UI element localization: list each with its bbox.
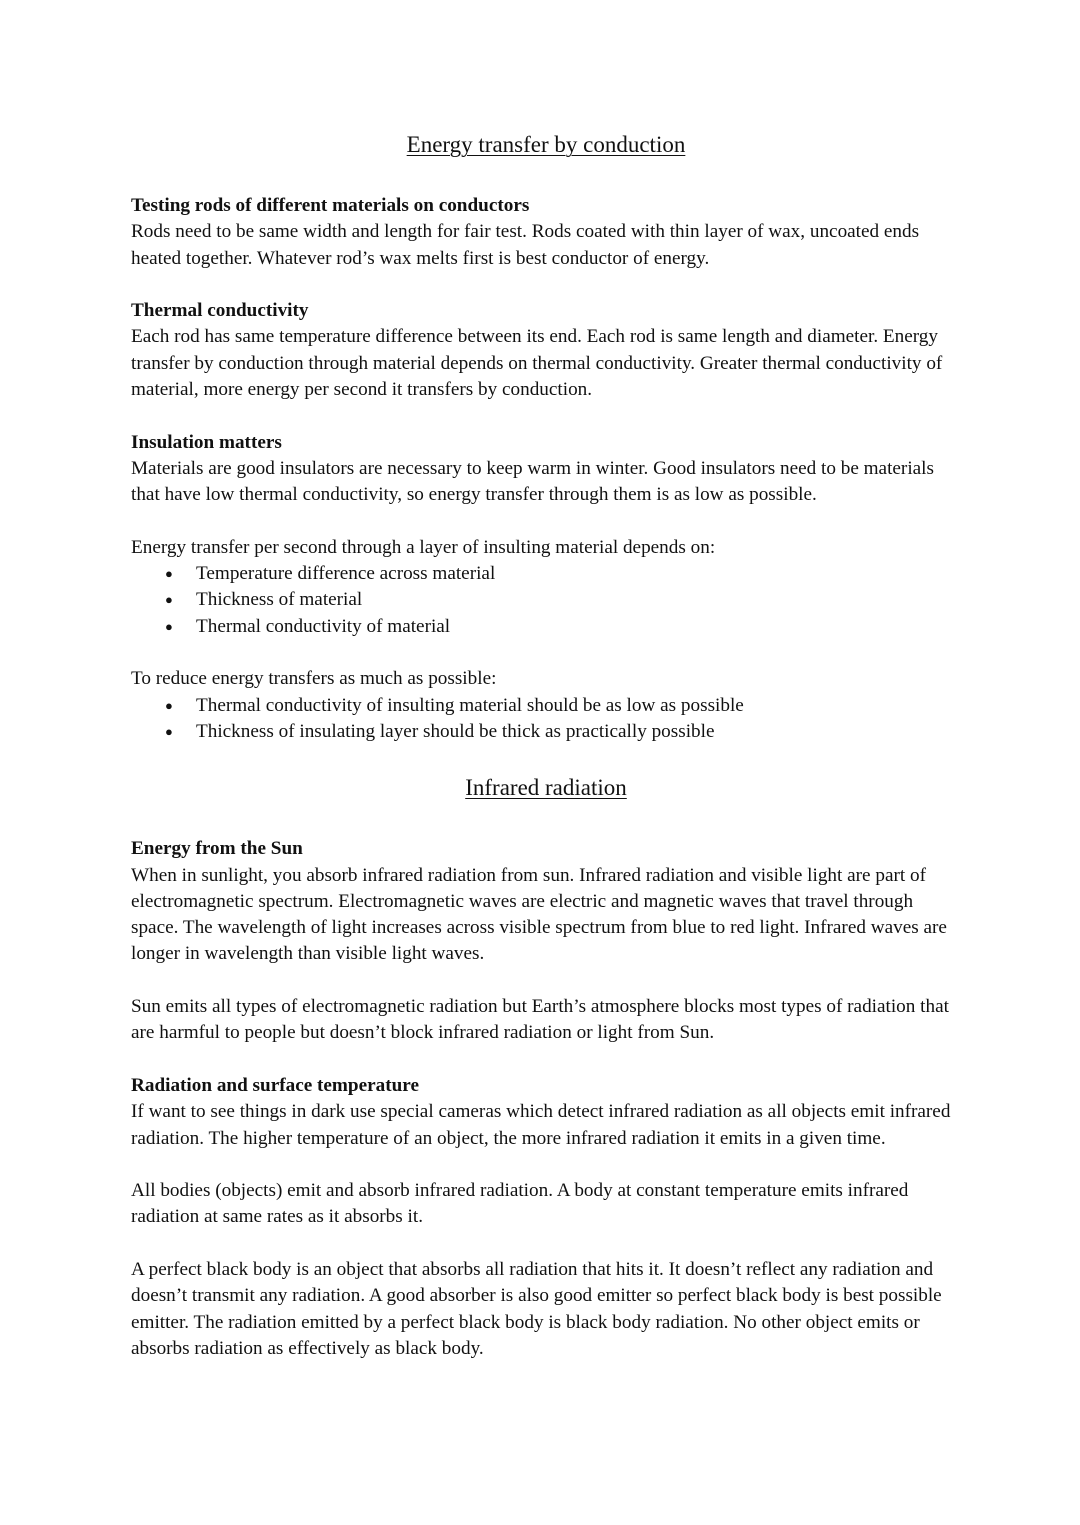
paragraph-all-bodies: All bodies (objects) emit and absorb infrared radiation. A body at constant temperature emits infrared radiation at same rates as it absorbs it. xyxy=(131,1180,909,1228)
paragraph-energy-from-sun: When in sunlight, you absorb infrared radiation from sun. Infrared radiation and visible light are part of electromagnetic spectrum. Electromagnetic waves are electric and magnetic waves that travel through space. The wavelength of light increases across visible spectrum from blue to red light. Infrared waves are longer in wavelength than visible light waves. xyxy=(131,864,947,965)
section-reduce-list xyxy=(131,666,961,745)
section-all-bodies xyxy=(131,1178,961,1231)
heading-energy-from-sun: Energy from the Sun xyxy=(131,838,303,860)
list-item: ● Temperature difference across material xyxy=(196,561,961,587)
heading-thermal-conductivity: Thermal conductivity xyxy=(131,300,309,322)
paragraph-reduce-intro: To reduce energy transfers as much as possible: xyxy=(131,668,497,690)
paragraph-depends-intro: Energy transfer per second through a layer of insulting material depends on: xyxy=(131,536,716,558)
section-black-body xyxy=(131,1257,961,1362)
section-insulation xyxy=(131,430,961,509)
paragraph-testing-rods: Rods need to be same width and length for fair test. Rods coated with thin layer of wax, uncoated ends heated together. Whatever rod’s wax melts first is best conductor of energy. xyxy=(131,221,920,269)
section-title-conduction: Energy transfer by conduction xyxy=(406,132,686,157)
paragraph-sun-emits: Sun emits all types of electromagnetic radiation but Earth’s atmosphere blocks most types of radiation that are harmful to people but doesn’t block infrared radiation or light from Sun. xyxy=(131,996,949,1044)
paragraph-thermal-conductivity: Each rod has same temperature difference between its end. Each rod is same length and diameter. Energy transfer by conduction through material depends on thermal conductivity. Greater thermal conductivity of material, more energy per second it transfers by conduction. xyxy=(131,326,943,401)
document-page xyxy=(131,128,961,1362)
section-depends-list xyxy=(131,535,961,640)
bullet-list-reduce xyxy=(131,693,961,746)
list-item: ● Thickness of material xyxy=(196,587,961,613)
paragraph-black-body: A perfect black body is an object that absorbs all radiation that hits it. It doesn’t reflect any radiation and doesn’t transmit any radiation. A good absorber is also good emitter so perfect black body is best possible emitter. The radiation emitted by a perfect black body is black body radiation. No other object emits or absorbs radiation as effectively as black body. xyxy=(131,1258,942,1359)
list-item: ● Thermal conductivity of material xyxy=(196,614,961,640)
section-surface-temperature xyxy=(131,1073,961,1152)
heading-testing-rods: Testing rods of different materials on conductors xyxy=(131,195,530,216)
list-item: ● Thermal conductivity of insulting material should be as low as possible xyxy=(196,693,961,719)
paragraph-insulation: Materials are good insulators are necessary to keep warm in winter. Good insulators need to be materials that have low thermal conductivity, so energy transfer through them is as low as possible. xyxy=(131,457,934,506)
bullet-list-depends xyxy=(131,561,961,640)
paragraph-surface-temperature: If want to see things in dark use special cameras which detect infrared radiation as all objects emit infrared radiation. The higher temperature of an object, the more infrared radiation it emits in a given time. xyxy=(131,1101,951,1149)
list-item: ● Thickness of insulating layer should be thick as practically possible xyxy=(196,719,961,745)
section-testing-rods xyxy=(131,193,961,272)
heading-insulation: Insulation matters xyxy=(131,431,282,453)
heading-surface-temperature: Radiation and surface temperature xyxy=(131,1074,419,1096)
section-energy-from-sun xyxy=(131,836,961,967)
section-title-infrared: Infrared radiation xyxy=(465,775,627,801)
section-thermal-conductivity xyxy=(131,298,961,403)
section-sun-emits xyxy=(131,994,961,1047)
